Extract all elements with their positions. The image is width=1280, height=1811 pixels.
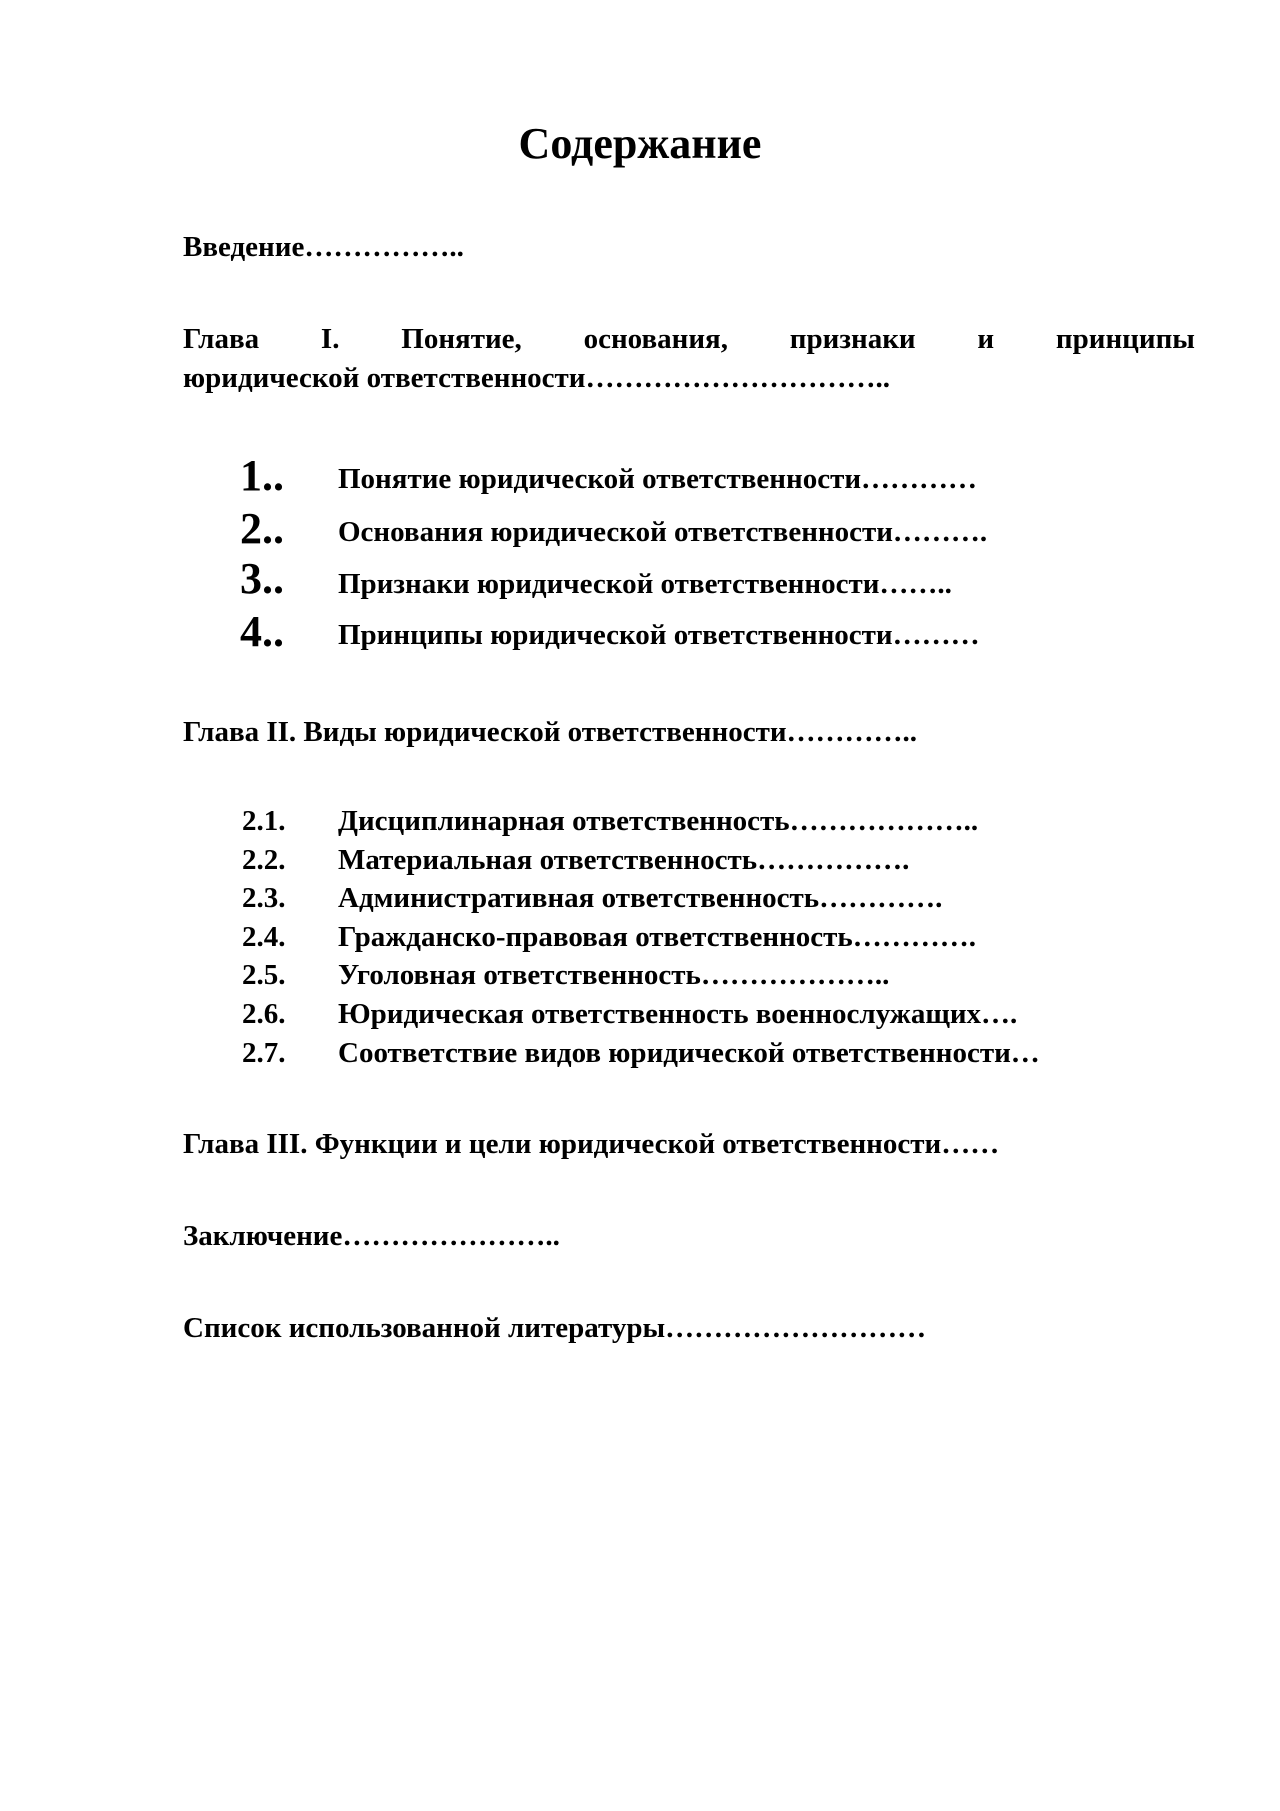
toc-sub-number: 2.1. (242, 805, 286, 837)
chapter-1-word: и (977, 323, 995, 355)
toc-entry-chapter-3: Глава III. Функции и цели юридической ответственности…… (183, 1128, 1000, 1160)
toc-sub-number: 2.2. (242, 844, 286, 876)
toc-sub-number: 2.3. (242, 882, 286, 914)
toc-sub-text: Материальная ответственность……………. (338, 844, 910, 876)
toc-sub-text: Уголовная ответственность……………….. (338, 959, 890, 991)
toc-sub-number: 2.4. (242, 921, 286, 953)
page-title: Содержание (518, 119, 762, 168)
toc-entry-chapter-1 (183, 320, 1195, 398)
toc-item-number: 1.. (240, 451, 284, 500)
chapter-1-word: основания, (583, 323, 728, 355)
chapter-1-heading-line-1 (183, 320, 1195, 359)
chapter-1-word: принципы (1055, 323, 1195, 355)
chapter-1-word: I. (320, 323, 340, 355)
toc-item-number: 3.. (240, 554, 284, 603)
toc-sub-number: 2.5. (242, 959, 286, 991)
chapter-1-word: Глава (183, 323, 260, 355)
toc-item-number: 2.. (240, 504, 284, 553)
toc-sub-text: Соответствие видов юридической ответственности… (338, 1037, 1040, 1069)
toc-entry-conclusion: Заключение………………….. (183, 1220, 560, 1252)
toc-entry-chapter-2: Глава II. Виды юридической ответственности………….. (183, 716, 918, 748)
toc-item-text: Признаки юридической ответственности…….. (338, 568, 952, 600)
chapter-1-word: Понятие, (401, 323, 522, 355)
chapter-1-heading-line-2: юридической ответственности………………………….. (183, 362, 891, 394)
toc-item-number: 4.. (240, 607, 284, 656)
toc-sub-text: Гражданско-правовая ответственность…………. (338, 921, 976, 953)
toc-sub-number: 2.7. (242, 1037, 286, 1069)
toc-sub-text: Дисциплинарная ответственность……………….. (338, 805, 979, 837)
toc-item-text: Принципы юридической ответственности……… (338, 619, 980, 651)
toc-item-text: Основания юридической ответственности………. (338, 516, 988, 548)
toc-entry-bibliography: Список использованной литературы……………………… (183, 1312, 927, 1344)
toc-sub-text: Административная ответственность…………. (338, 882, 943, 914)
toc-sub-number: 2.6. (242, 998, 286, 1030)
toc-sub-text: Юридическая ответственность военнослужащих…. (338, 998, 1018, 1030)
toc-item-text: Понятие юридической ответственности………… (338, 463, 978, 495)
toc-entry-intro: Введение…………….. (183, 231, 464, 263)
chapter-1-word: признаки (789, 323, 916, 355)
